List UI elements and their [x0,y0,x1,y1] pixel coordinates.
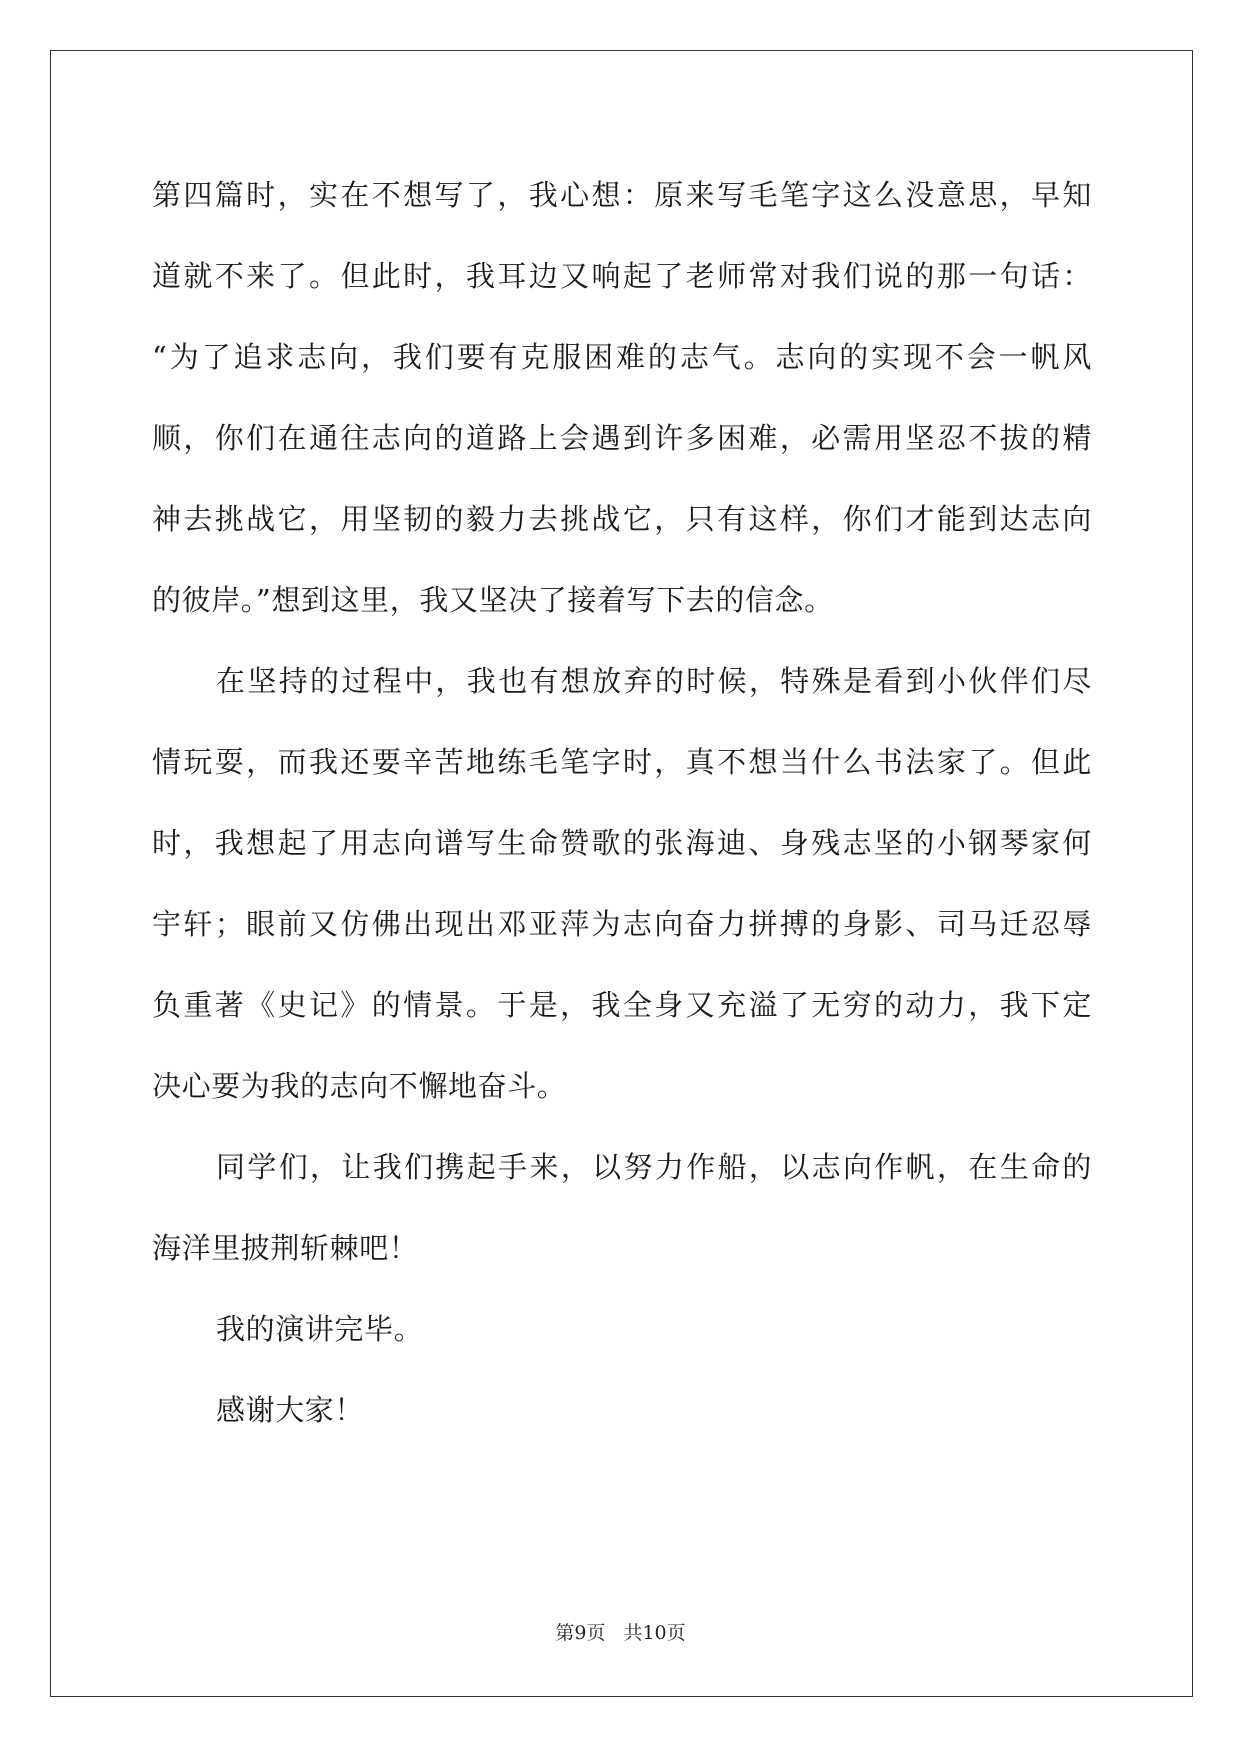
text-line: 的彼岸。”想到这里，我又坚决了接着写下去的信念。 [152,583,834,617]
text-line: 时，我想起了用志向谱写生命赞歌的张海迪、身残志坚的小钢琴家何 [152,826,1092,860]
text-line: 在坚持的过程中，我也有想放弃的时候，特殊是看到小伙伴们尽 [216,664,1092,698]
page-number-current: 第9页 [555,1622,606,1644]
text-line: 决心要为我的志向不懈地奋斗。 [152,1069,567,1103]
document-body [152,155,1092,1451]
text-line: 道就不来了。但此时，我耳边又响起了老师常对我们说的那一句话： [152,259,1092,293]
text-line: 情玩耍，而我还要辛苦地练毛笔字时，真不想当什么书法家了。但此 [152,745,1092,779]
text-line: 我的演讲完毕。 [216,1312,424,1346]
text-line: 神去挑战它，用坚韧的毅力去挑战它，只有这样，你们才能到达志向 [152,502,1092,536]
text-line: 顺，你们在通往志向的道路上会遇到许多困难，必需用坚忍不拔的精 [152,421,1092,455]
text-line: 负重著《史记》的情景。于是，我全身又充溢了无穷的动力，我下定 [152,988,1092,1022]
text-line: 第四篇时，实在不想写了，我心想：原来写毛笔字这么没意思，早知 [152,178,1092,212]
text-line: 感谢大家！ [216,1393,365,1427]
text-line: 宇轩；眼前又仿佛出现出邓亚萍为志向奋力拼搏的身影、司马迁忍辱 [152,907,1092,941]
text-line: 海洋里披荆斩棘吧！ [152,1231,419,1265]
text-line: 同学们，让我们携起手来，以努力作船，以志向作帆，在生命的 [216,1150,1092,1184]
text-line: “为了追求志向，我们要有克服困难的志气。志向的实现不会一帆风 [152,340,1092,374]
page-number-total: 共10页 [623,1622,686,1644]
page-footer [0,1618,1241,1645]
